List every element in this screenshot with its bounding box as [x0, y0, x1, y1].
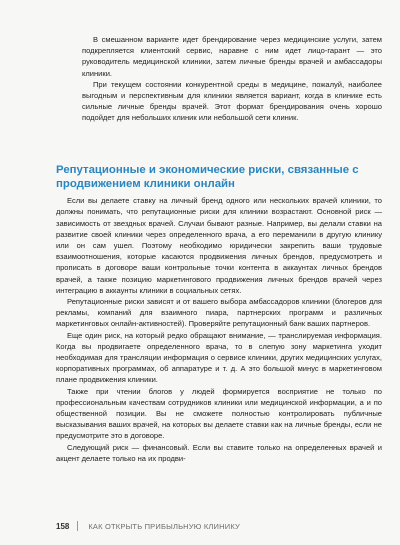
- section-risks: [56, 164, 382, 464]
- intro-paragraph-2: При текущем состоянии конкурентной среды в медицине, пожалуй, наиболее выгодным и перспективным для клиники является вариант, когда в клинике есть сильные личные бренды врачей. Этот формат брендирования очень хорошо подойдет для небольших клиник или небольшой сети клиник.: [82, 79, 382, 123]
- page-footer: [56, 520, 240, 532]
- body-paragraph-5: Следующий риск — финансовый. Если вы ставите только на определенных врачей и акцент делаете только на их продви-: [56, 442, 382, 463]
- running-title: КАК ОТКРЫТЬ ПРИБЫЛЬНУЮ КЛИНИКУ: [88, 521, 240, 531]
- intro-paragraph-1: В смешанном варианте идет брендирование через медицинские услуги, затем подкрепляется клиентский сервис, наравне с ним идет лицо-гарант — это руководитель медицинской клиники, затем личные бренды врачей и амбассадоры клиники.: [82, 35, 382, 78]
- section-heading: Репутационные и экономические риски, связанные с продвижением клиники онлайн: [56, 164, 359, 190]
- body-paragraph-2: Репутационные риски зависят и от вашего выбора амбассадоров клиники (блогеров для рекламы, компаний для взаимного пиара, партнерских программ и различных маркетинговых онлайн-активностей). Проверяйте репутационный банк ваших партнеров.: [56, 297, 382, 329]
- footer-divider: [77, 521, 78, 531]
- body-paragraph-3: Еще один риск, на который редко обращают внимание, — транслируемая информация. Когда вы продвигаете определенного врача, то в слепую зону маркетинга уходит необходимая для трансляции информация о сервисе клиники, других медицинских услугах, корпоративных программах, об аппаратуре и т. д. А это большой минус в маркетинговом плане продвижения клиники.: [56, 330, 382, 385]
- page-number: 158: [56, 521, 70, 531]
- body-paragraph-4: Также при чтении блогов у людей формируется восприятие не только по профессиональным качествам сотрудников клиники или медицинской информации, а и по общественной позиции. Вы не сможете полностью контролировать публичные высказывания ваших врачей, на которых вы делаете ставки как на личные бренды, если не предусмотрите это в договоре.: [56, 386, 382, 441]
- body-paragraph-1: Если вы делаете ставку на личный бренд одного или нескольких врачей клиники, то должны понимать, что репутационные риски для клиники возрастают. Основной риск — зависимость от звездных врачей. Случаи бывают разные. Например, вы делали ставки на развитие своей клиники через определенного врача, а его переманили в другую клинику или он сам ушел. Поэтому необходимо юридически закрепить ваши трудовые взаимоотношения, которые касаются продвижения личных брендов, предусмотреть и прописать в договоре ваши контрольные точки контента в аккаунтах личных брендов врачей, а также позицию маркетингового продвижения личных брендов врачей через интеграцию в аккаунты клиники в социальных сетях.: [56, 196, 382, 295]
- intro-block: [82, 34, 382, 124]
